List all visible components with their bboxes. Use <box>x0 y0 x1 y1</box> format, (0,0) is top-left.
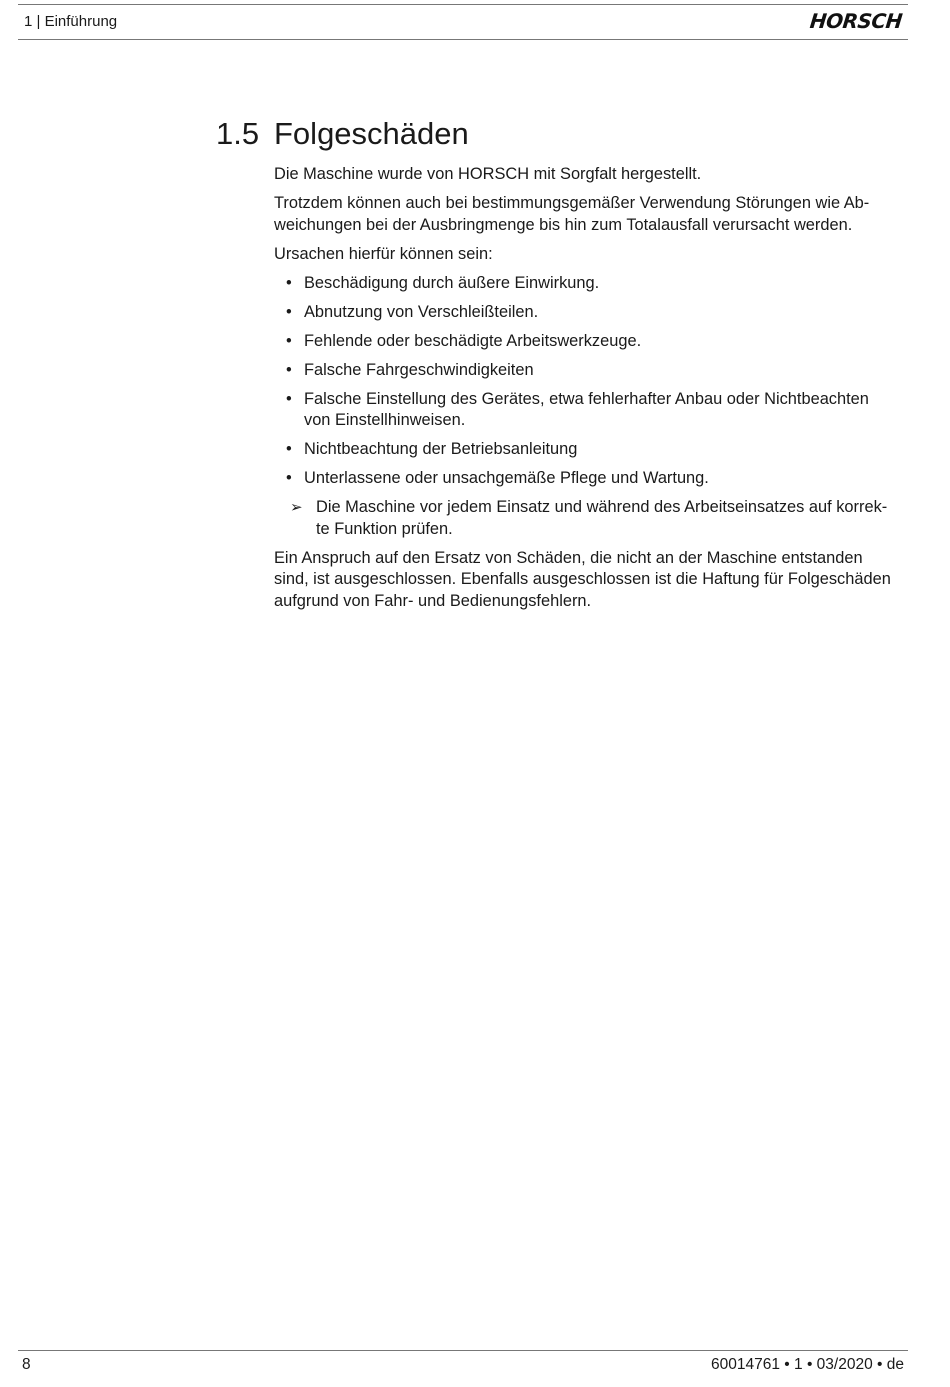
page-header <box>18 4 908 40</box>
section-title <box>216 116 469 152</box>
causes-intro: Ursachen hierfür können sein: <box>274 244 493 263</box>
list-item-text: Falsche Einstellung des Gerätes, etwa fehlerhafter Anbau oder Nichtbeachten von Einstellhinweisen. <box>304 389 869 429</box>
list-item <box>274 331 894 353</box>
list-item-text: Abnutzung von Verschleißteilen. <box>304 302 539 321</box>
page-number: 8 <box>22 1356 31 1373</box>
liability-paragraph: Ein Anspruch auf den Ersatz von Schäden, die nicht an der Maschine entstanden sind, ist ausgeschlossen. Ebenfalls ausgeschlossen ist die Haftung für Folgeschäden aufgrund von Fahr- und Bedienungsfehlern. <box>274 548 891 610</box>
action-text: Die Maschine vor jedem Einsatz und während des Arbeitseinsatzes auf korrek-te Funktion prüfen. <box>316 498 888 538</box>
section-number: 1.5 <box>216 116 260 151</box>
bullet-icon: • <box>286 469 292 487</box>
chapter-label: 1 | Einführung <box>24 13 118 30</box>
section-body <box>274 164 894 620</box>
bullet-icon: • <box>286 273 292 292</box>
list-item <box>274 273 894 295</box>
disruptions-paragraph: Trotzdem können auch bei bestimmungsgemäßer Verwendung Störungen wie Ab-weichungen bei der Ausbringmenge bis hin zum Totalausfall verursacht werden. <box>274 194 870 234</box>
list-item-text: Beschädigung durch äußere Einwirkung. <box>304 273 600 292</box>
list-item <box>274 389 894 432</box>
bullet-icon: • <box>286 360 292 379</box>
list-item-text: Fehlende oder beschädigte Arbeitswerkzeuge. <box>304 331 642 350</box>
arrow-right-icon: ➢ <box>290 499 303 516</box>
bullet-icon: • <box>286 302 292 321</box>
intro-paragraph: Die Maschine wurde von HORSCH mit Sorgfalt hergestellt. <box>274 165 702 183</box>
bullet-icon: • <box>286 440 292 458</box>
causes-list <box>274 273 894 490</box>
bullet-icon: • <box>286 389 292 408</box>
section-title-text: Folgeschäden <box>274 116 469 151</box>
action-instruction <box>274 497 894 540</box>
document-reference: 60014761 • 1 • 03/2020 • de <box>711 1356 904 1373</box>
list-item-text: Falsche Fahrgeschwindigkeiten <box>304 360 534 379</box>
list-item-text: Nichtbeachtung der Betriebsanleitung <box>304 440 578 458</box>
page-footer <box>18 1350 908 1381</box>
list-item <box>274 468 894 490</box>
bullet-icon: • <box>286 331 292 350</box>
list-item <box>274 439 894 461</box>
list-item <box>274 360 894 382</box>
list-item-text: Unterlassene oder unsachgemäße Pflege und Wartung. <box>304 469 709 487</box>
horsch-logo: HORSCH <box>808 9 904 33</box>
list-item <box>274 302 894 324</box>
